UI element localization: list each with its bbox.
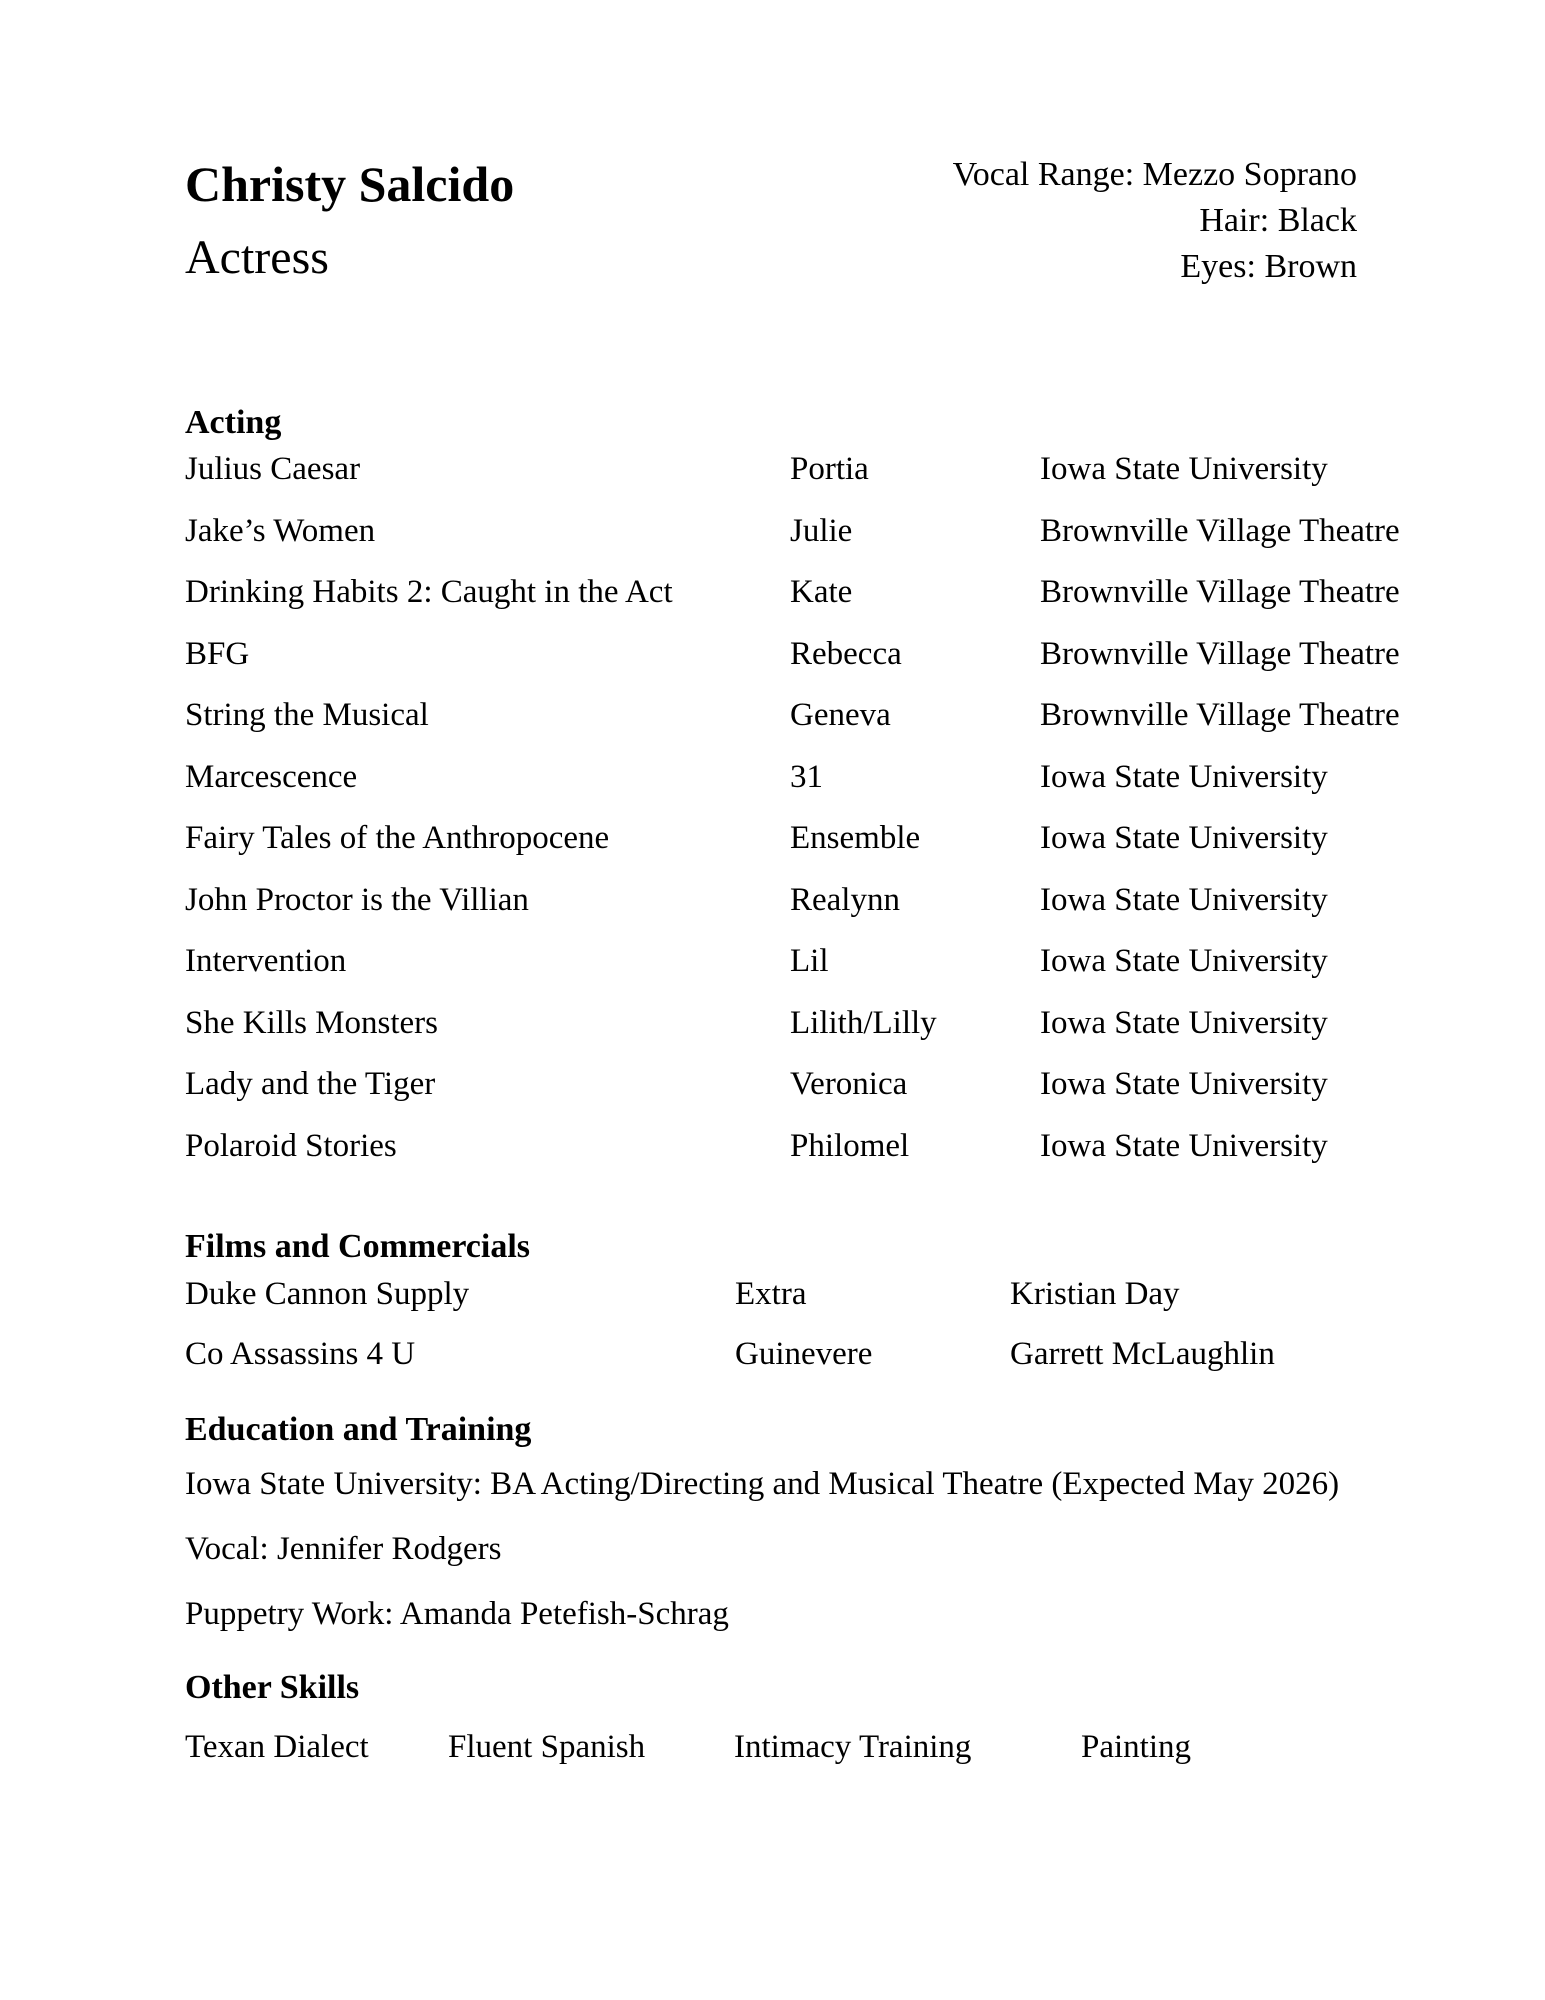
role-name: Kate (790, 574, 853, 610)
hair-color: Hair: Black (1199, 202, 1357, 239)
table-row (185, 501, 1485, 563)
production-title: Intervention (185, 943, 347, 979)
production-title: BFG (185, 635, 250, 672)
production-title: Fairy Tales of the Anthropocene (185, 820, 610, 856)
eye-color: Eyes: Brown (1180, 248, 1357, 285)
table-row (185, 747, 1485, 809)
theatre-company: Brownville Village Theatre (1040, 574, 1400, 610)
vocal-range: Vocal Range: Mezzo Soprano (952, 156, 1357, 193)
theatre-company: Iowa State University (1040, 451, 1328, 487)
table-row (185, 1054, 1485, 1116)
role-name: Portia (790, 451, 869, 487)
theatre-company: Iowa State University (1040, 758, 1328, 795)
production-title: Jake’s Women (185, 512, 376, 549)
table-row (185, 931, 1485, 993)
table-row (185, 624, 1485, 686)
theatre-company: Iowa State University (1040, 943, 1328, 979)
table-row (185, 439, 1485, 501)
theatre-company: Iowa State University (1040, 1066, 1328, 1102)
theatre-company: Brownville Village Theatre (1040, 512, 1400, 549)
education-entry: Vocal: Jennifer Rodgers (185, 1531, 502, 1567)
production-title: Lady and the Tiger (185, 1066, 436, 1102)
skill-item: Painting (1081, 1729, 1192, 1765)
skill-item: Intimacy Training (734, 1729, 972, 1765)
production-title: Marcescence (185, 758, 358, 795)
table-row (185, 685, 1485, 747)
production-title: John Proctor is the Villian (185, 881, 529, 918)
table-row (185, 562, 1485, 624)
role-name: Lil (790, 943, 829, 979)
production-title: Julius Caesar (185, 451, 361, 487)
table-row (185, 1324, 1485, 1384)
skills-list (185, 1717, 1485, 1779)
production-title: String the Musical (185, 697, 429, 733)
education-entry: Puppetry Work: Amanda Petefish-Schrag (185, 1596, 729, 1632)
production-title: Co Assassins 4 U (185, 1336, 416, 1372)
header-identity (185, 158, 514, 284)
skill-item: Texan Dialect (185, 1729, 369, 1765)
skill-item: Fluent Spanish (448, 1729, 646, 1765)
theatre-company: Iowa State University (1040, 1004, 1328, 1041)
production-title: Duke Cannon Supply (185, 1276, 470, 1312)
films-section-heading: Films and Commercials (185, 1228, 531, 1265)
table-row (185, 1264, 1485, 1324)
skills-section-heading: Other Skills (185, 1669, 360, 1706)
education-list (185, 1452, 1515, 1647)
table-row (185, 870, 1485, 932)
performer-name: Christy Salcido (185, 156, 515, 212)
role-name: Extra (735, 1276, 807, 1312)
role-name: Lilith/Lilly (790, 1004, 937, 1041)
performer-title: Actress (185, 231, 329, 284)
theatre-company: Brownville Village Theatre (1040, 697, 1400, 733)
production-title: She Kills Monsters (185, 1004, 439, 1041)
header-attributes (953, 152, 1357, 290)
role-name: 31 (790, 758, 823, 795)
production-title: Drinking Habits 2: Caught in the Act (185, 574, 673, 610)
role-name: Veronica (790, 1066, 908, 1102)
role-name: Rebecca (790, 635, 902, 672)
role-name: Julie (790, 512, 853, 549)
theatre-company: Brownville Village Theatre (1040, 635, 1400, 672)
education-section-heading: Education and Training (185, 1411, 532, 1448)
films-credits-table (185, 1264, 1485, 1384)
acting-section-heading: Acting (185, 404, 282, 441)
table-row (185, 1116, 1485, 1178)
theatre-company: Iowa State University (1040, 881, 1328, 918)
role-name: Realynn (790, 881, 900, 918)
table-row (185, 993, 1485, 1055)
role-name: Geneva (790, 697, 891, 733)
acting-credits-table (185, 439, 1485, 1177)
director-name: Garrett McLaughlin (1010, 1336, 1275, 1372)
theatre-company: Iowa State University (1040, 1127, 1328, 1164)
theatre-company: Iowa State University (1040, 820, 1328, 856)
role-name: Philomel (790, 1127, 910, 1164)
production-title: Polaroid Stories (185, 1127, 397, 1164)
table-row (185, 808, 1485, 870)
education-entry: Iowa State University: BA Acting/Directing and Musical Theatre (Expected May 2026) (185, 1466, 1340, 1502)
role-name: Ensemble (790, 820, 921, 856)
role-name: Guinevere (735, 1336, 873, 1372)
director-name: Kristian Day (1010, 1276, 1180, 1312)
